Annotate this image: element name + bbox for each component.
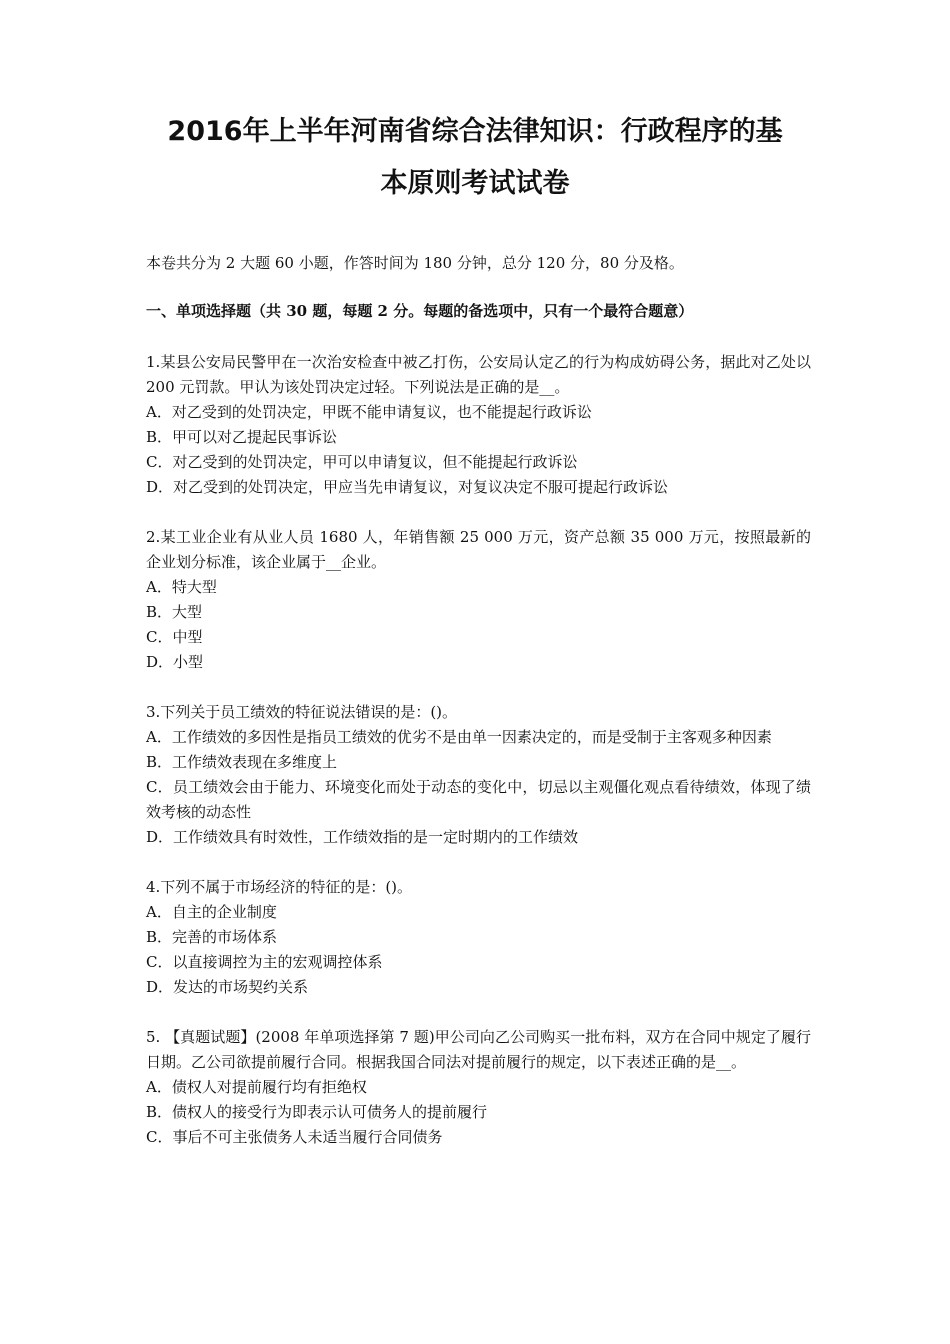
question-4	[146, 875, 811, 1000]
document-title-line-1: 2016年上半年河南省综合法律知识：行政程序的基	[167, 116, 783, 147]
question-2	[146, 525, 811, 675]
option-c: C．对乙受到的处罚决定，甲可以申请复议，但不能提起行政诉讼	[146, 453, 578, 471]
option-a: A．工作绩效的多因性是指员工绩效的优劣不是由单一因素决定的，而是受制于主客观多种因素	[146, 728, 772, 746]
option-a: A．特大型	[146, 578, 217, 596]
option-b: B．甲可以对乙提起民事诉讼	[146, 428, 338, 446]
option-b: B．工作绩效表现在多维度上	[146, 753, 338, 771]
option-d: D．发达的市场契约关系	[146, 978, 309, 996]
option-b: B．大型	[146, 603, 203, 621]
option-a: A．对乙受到的处罚决定，甲既不能申请复议，也不能提起行政诉讼	[146, 403, 592, 421]
question-3	[146, 700, 811, 850]
option-c: C．以直接调控为主的宏观调控体系	[146, 953, 383, 971]
question-stem: 2.某工业企业有从业人员 1680 人，年销售额 25 000 万元，资产总额 35 000 万元，按照最新的企业划分标准，该企业属于__企业。	[146, 528, 811, 571]
option-b: B．债权人的接受行为即表示认可债务人的提前履行	[146, 1103, 488, 1121]
option-d: D．小型	[146, 653, 204, 671]
question-stem: 1.某县公安局民警甲在一次治安检查中被乙打伤，公安局认定乙的行为构成妨碍公务，据此对乙处以 200 元罚款。甲认为该处罚决定过轻。下列说法是正确的是__。	[146, 353, 811, 396]
section-heading: 一、单项选择题（共 30 题，每题 2 分。每题的备选项中，只有一个最符合题意）	[146, 302, 694, 320]
question-stem: 5. 【真题试题】(2008 年单项选择第 7 题)甲公司向乙公司购买一批布料，双方在合同中规定了履行日期。乙公司欲提前履行合同。根据我国合同法对提前履行的规定，以下表述正确的是__。	[146, 1028, 811, 1071]
option-c: C．事后不可主张债务人未适当履行合同债务	[146, 1128, 443, 1146]
question-5	[146, 1025, 811, 1150]
option-a: A．债权人对提前履行均有拒绝权	[146, 1078, 367, 1096]
option-b: B．完善的市场体系	[146, 928, 278, 946]
question-stem: 4.下列不属于市场经济的特征的是：()。	[146, 878, 413, 896]
document-title-line-2: 本原则考试试卷	[380, 168, 570, 199]
question-1	[146, 350, 811, 500]
exam-intro: 本卷共分为 2 大题 60 小题，作答时间为 180 分钟，总分 120 分，80 分及格。	[146, 254, 684, 272]
option-d: D．工作绩效具有时效性，工作绩效指的是一定时期内的工作绩效	[146, 828, 579, 846]
option-c: C．员工绩效会由于能力、环境变化而处于动态的变化中，切忌以主观僵化观点看待绩效，体现了绩效考核的动态性	[146, 778, 811, 821]
option-d: D．对乙受到的处罚决定，甲应当先申请复议，对复议决定不服可提起行政诉讼	[146, 478, 669, 496]
question-stem: 3.下列关于员工绩效的特征说法错误的是：()。	[146, 703, 458, 721]
option-c: C．中型	[146, 628, 203, 646]
question-list	[146, 350, 811, 1175]
option-a: A．自主的企业制度	[146, 903, 277, 921]
